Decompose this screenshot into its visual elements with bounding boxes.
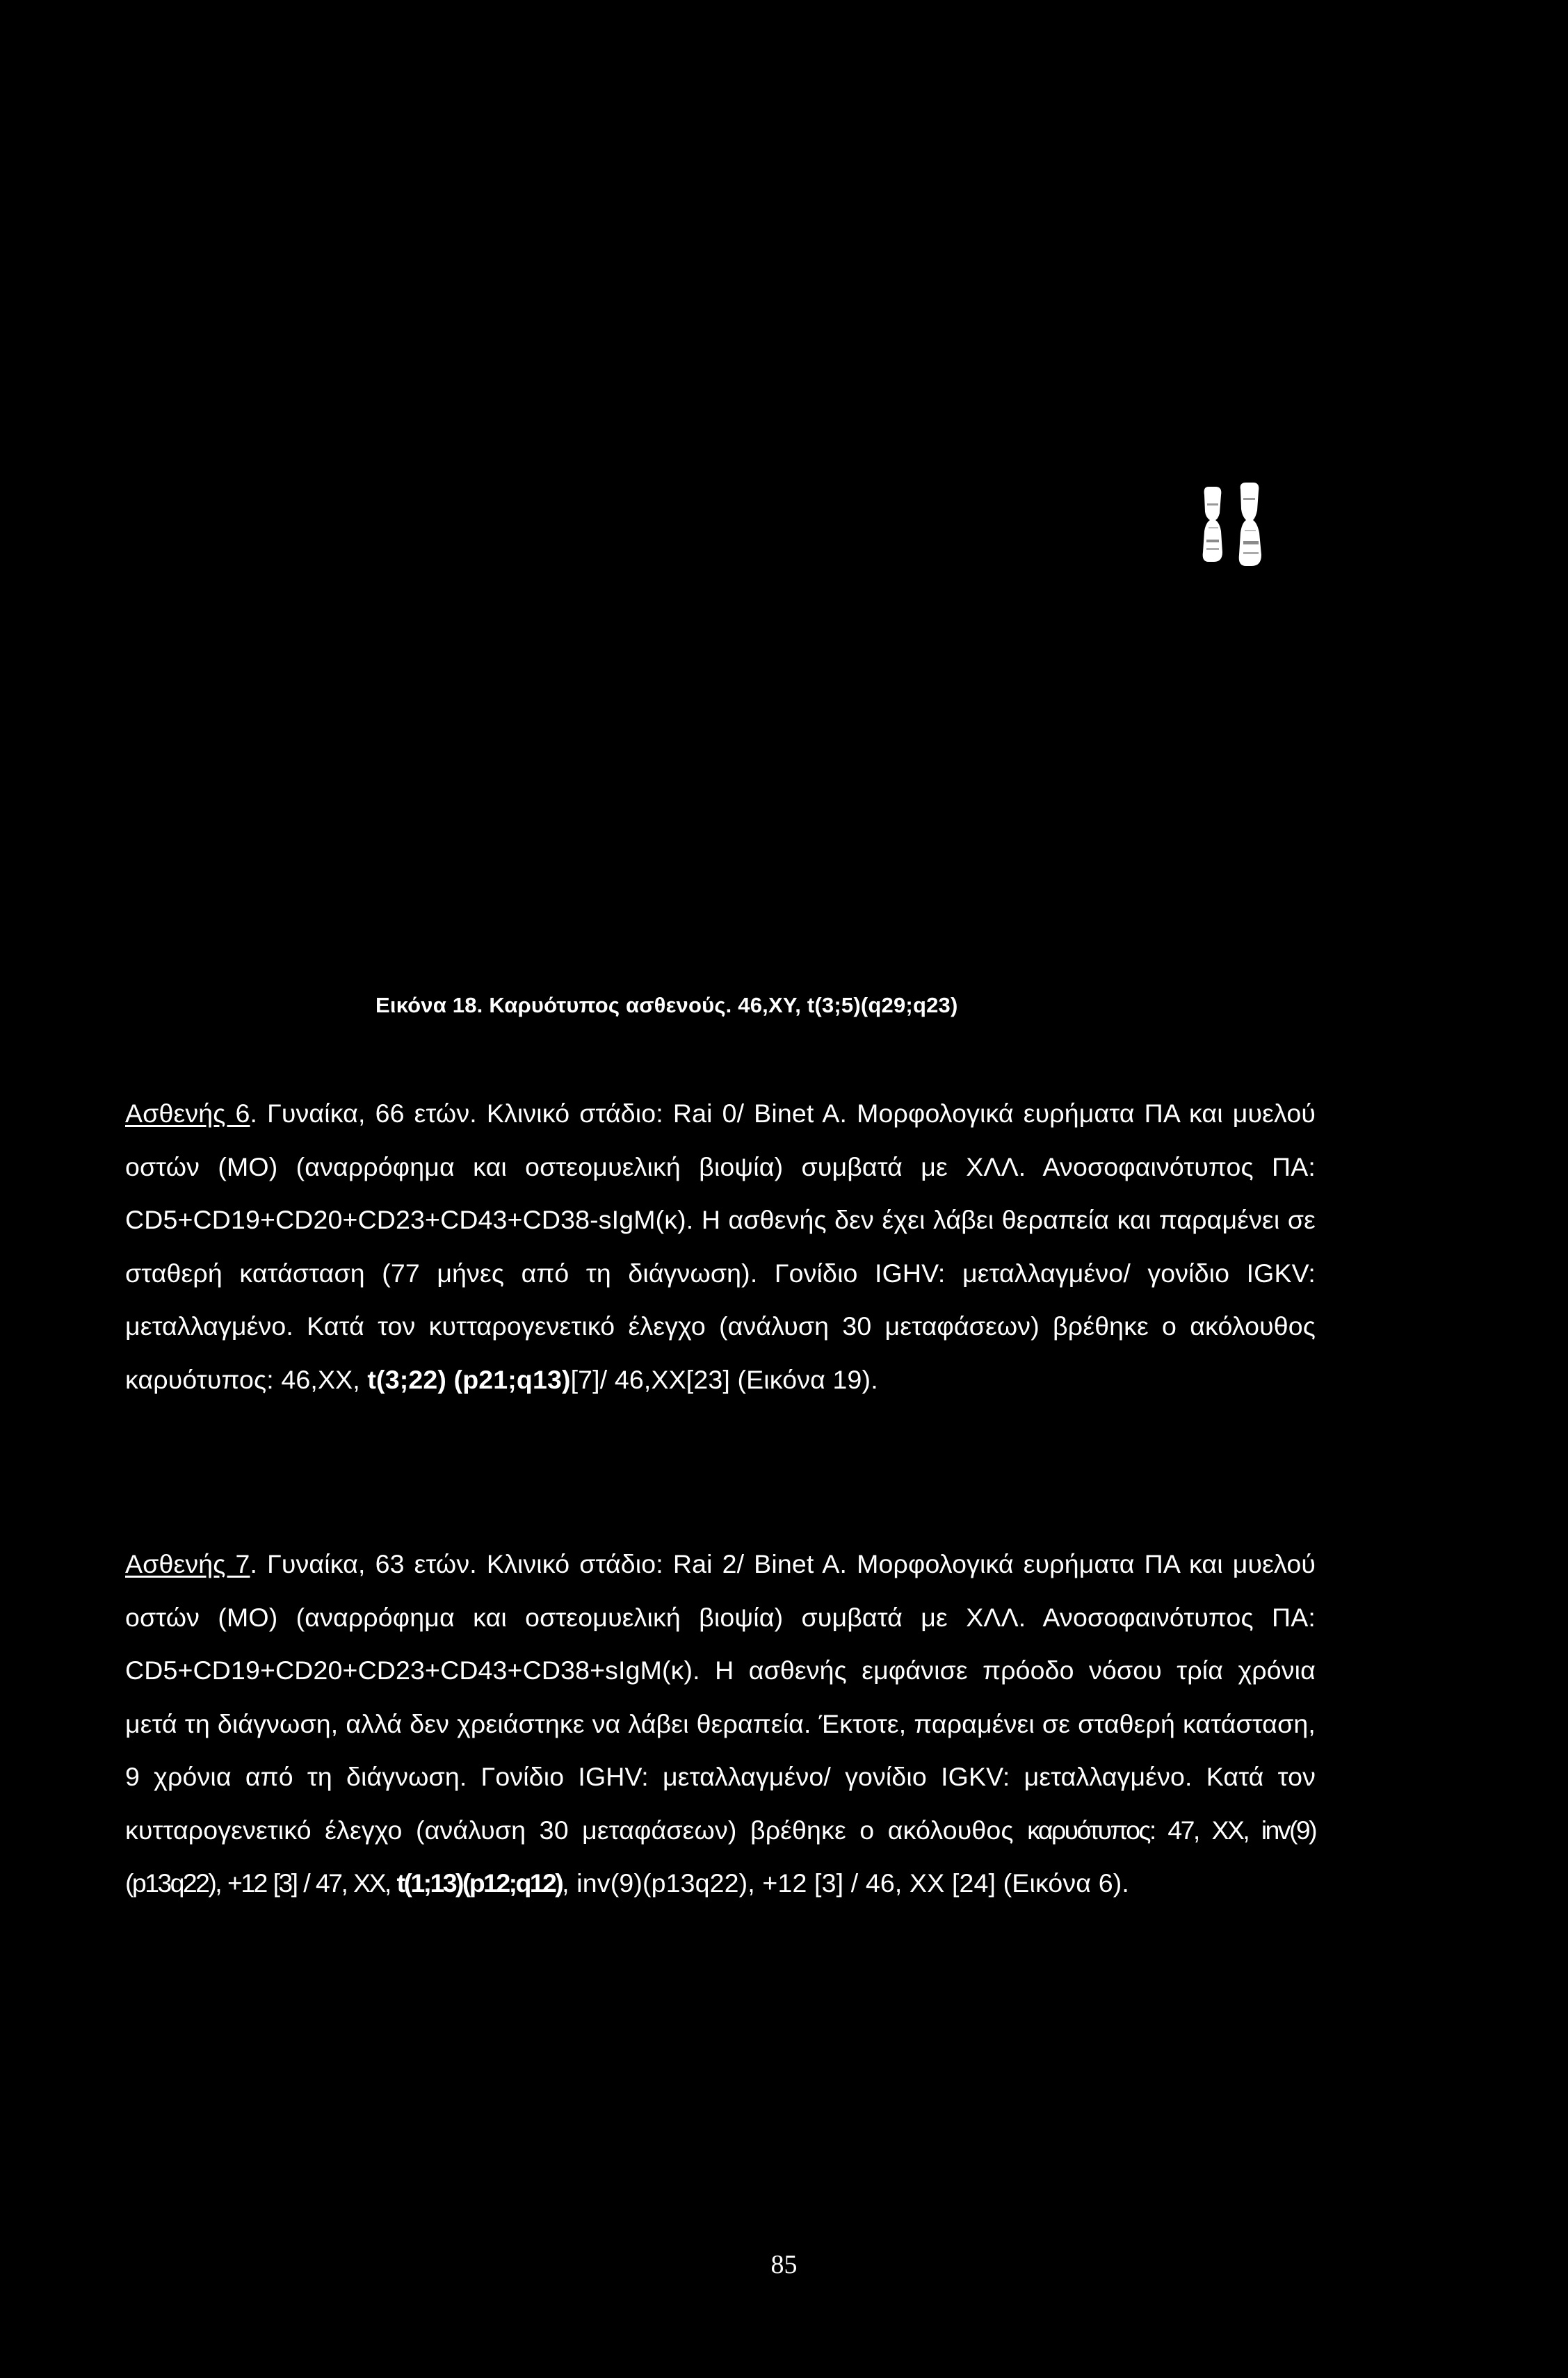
- patient-6-karyotype: t(3;22) (p21;q13): [367, 1364, 571, 1394]
- chromosome-pair-image: [1195, 480, 1271, 570]
- chromosome-left: [1203, 487, 1222, 562]
- patient-6-text-start: . Γυναίκα, 66 ετών. Κλινικό στάδιο: Rai 0/ Binet A. Μορφολογικά ευρήματα ΠΑ και μυελού οστών (ΜΟ) (αναρρόφημα και οστεομυελική βιοψία) συμβατά με ΧΛΛ. Ανοσοφαινότυπος ΠΑ: CD5+CD19+CD20+CD23+CD43+CD38-sIgM(κ). Η ασθενής δεν έχει λάβει θεραπεία και παραμένει σε σταθερή κατάσταση (77 μήνες από τη διάγνωση). Γονίδιο IGHV: μεταλλαγμένο/ γονίδιο IGKV: μεταλλαγμένο. Κατά τον κυτταρογενετικό έλεγχο (ανάλυση 30 μεταφάσεων) βρέθηκε ο ακόλουθος καρυότυπος: 46,XX,: [125, 1099, 1316, 1394]
- patient-7-karyotype-condensed: καρυότυπος: 47, XX, inv(9)(p13q22), +12 [3] / 47, XX,: [125, 1815, 1316, 1898]
- chromosome-right: [1239, 483, 1261, 566]
- patient-7-karyotype: t(1;13)(p12;q12): [396, 1868, 563, 1898]
- figure-caption: [375, 993, 958, 1018]
- patient-7-label: Ασθενής 7: [125, 1549, 250, 1578]
- patient-6-label: Ασθενής 6: [125, 1099, 250, 1128]
- page-number: 85: [770, 2250, 798, 2279]
- patient-6-text-end: [7]/ 46,XX[23] (Εικόνα 19).: [570, 1364, 878, 1394]
- patient-6-paragraph: [125, 1087, 1316, 1406]
- figure-caption-text: Καρυότυπος ασθενούς. 46,XY, t(3;5)(q29;q23): [489, 993, 958, 1017]
- figure-caption-label: Εικόνα 18.: [375, 993, 483, 1017]
- patient-7-paragraph: [125, 1537, 1316, 1910]
- patient-7-text-start: . Γυναίκα, 63 ετών. Κλινικό στάδιο: Rai 2/ Binet A. Μορφολογικά ευρήματα ΠΑ και μυελού οστών (ΜΟ) (αναρρόφημα και οστεομυελική βιοψία) συμβατά με ΧΛΛ. Ανοσοφαινότυπος ΠΑ: CD5+CD19+CD20+CD23+CD43+CD38+sIgM(κ). Η ασθενής εμφάνισε πρόοδο νόσου τρία χρόνια μετά τη διάγνωση, αλλά δεν χρειάστηκε να λάβει θεραπεία. Έκτοτε, παραμένει σε σταθερή κατάσταση, 9 χρόνια από τη διάγνωση. Γονίδιο IGHV: μεταλλαγμένο/ γονίδιο IGKV: μεταλλαγμένο. Κατά τον κυτταρογενετικό έλεγχο (ανάλυση 30 μεταφάσεων) βρέθηκε ο ακόλουθος: [125, 1549, 1316, 1845]
- patient-7-text-end: , inv(9)(p13q22), +12 [3] / 46, XX [24] (Εικόνα 6).: [562, 1868, 1129, 1898]
